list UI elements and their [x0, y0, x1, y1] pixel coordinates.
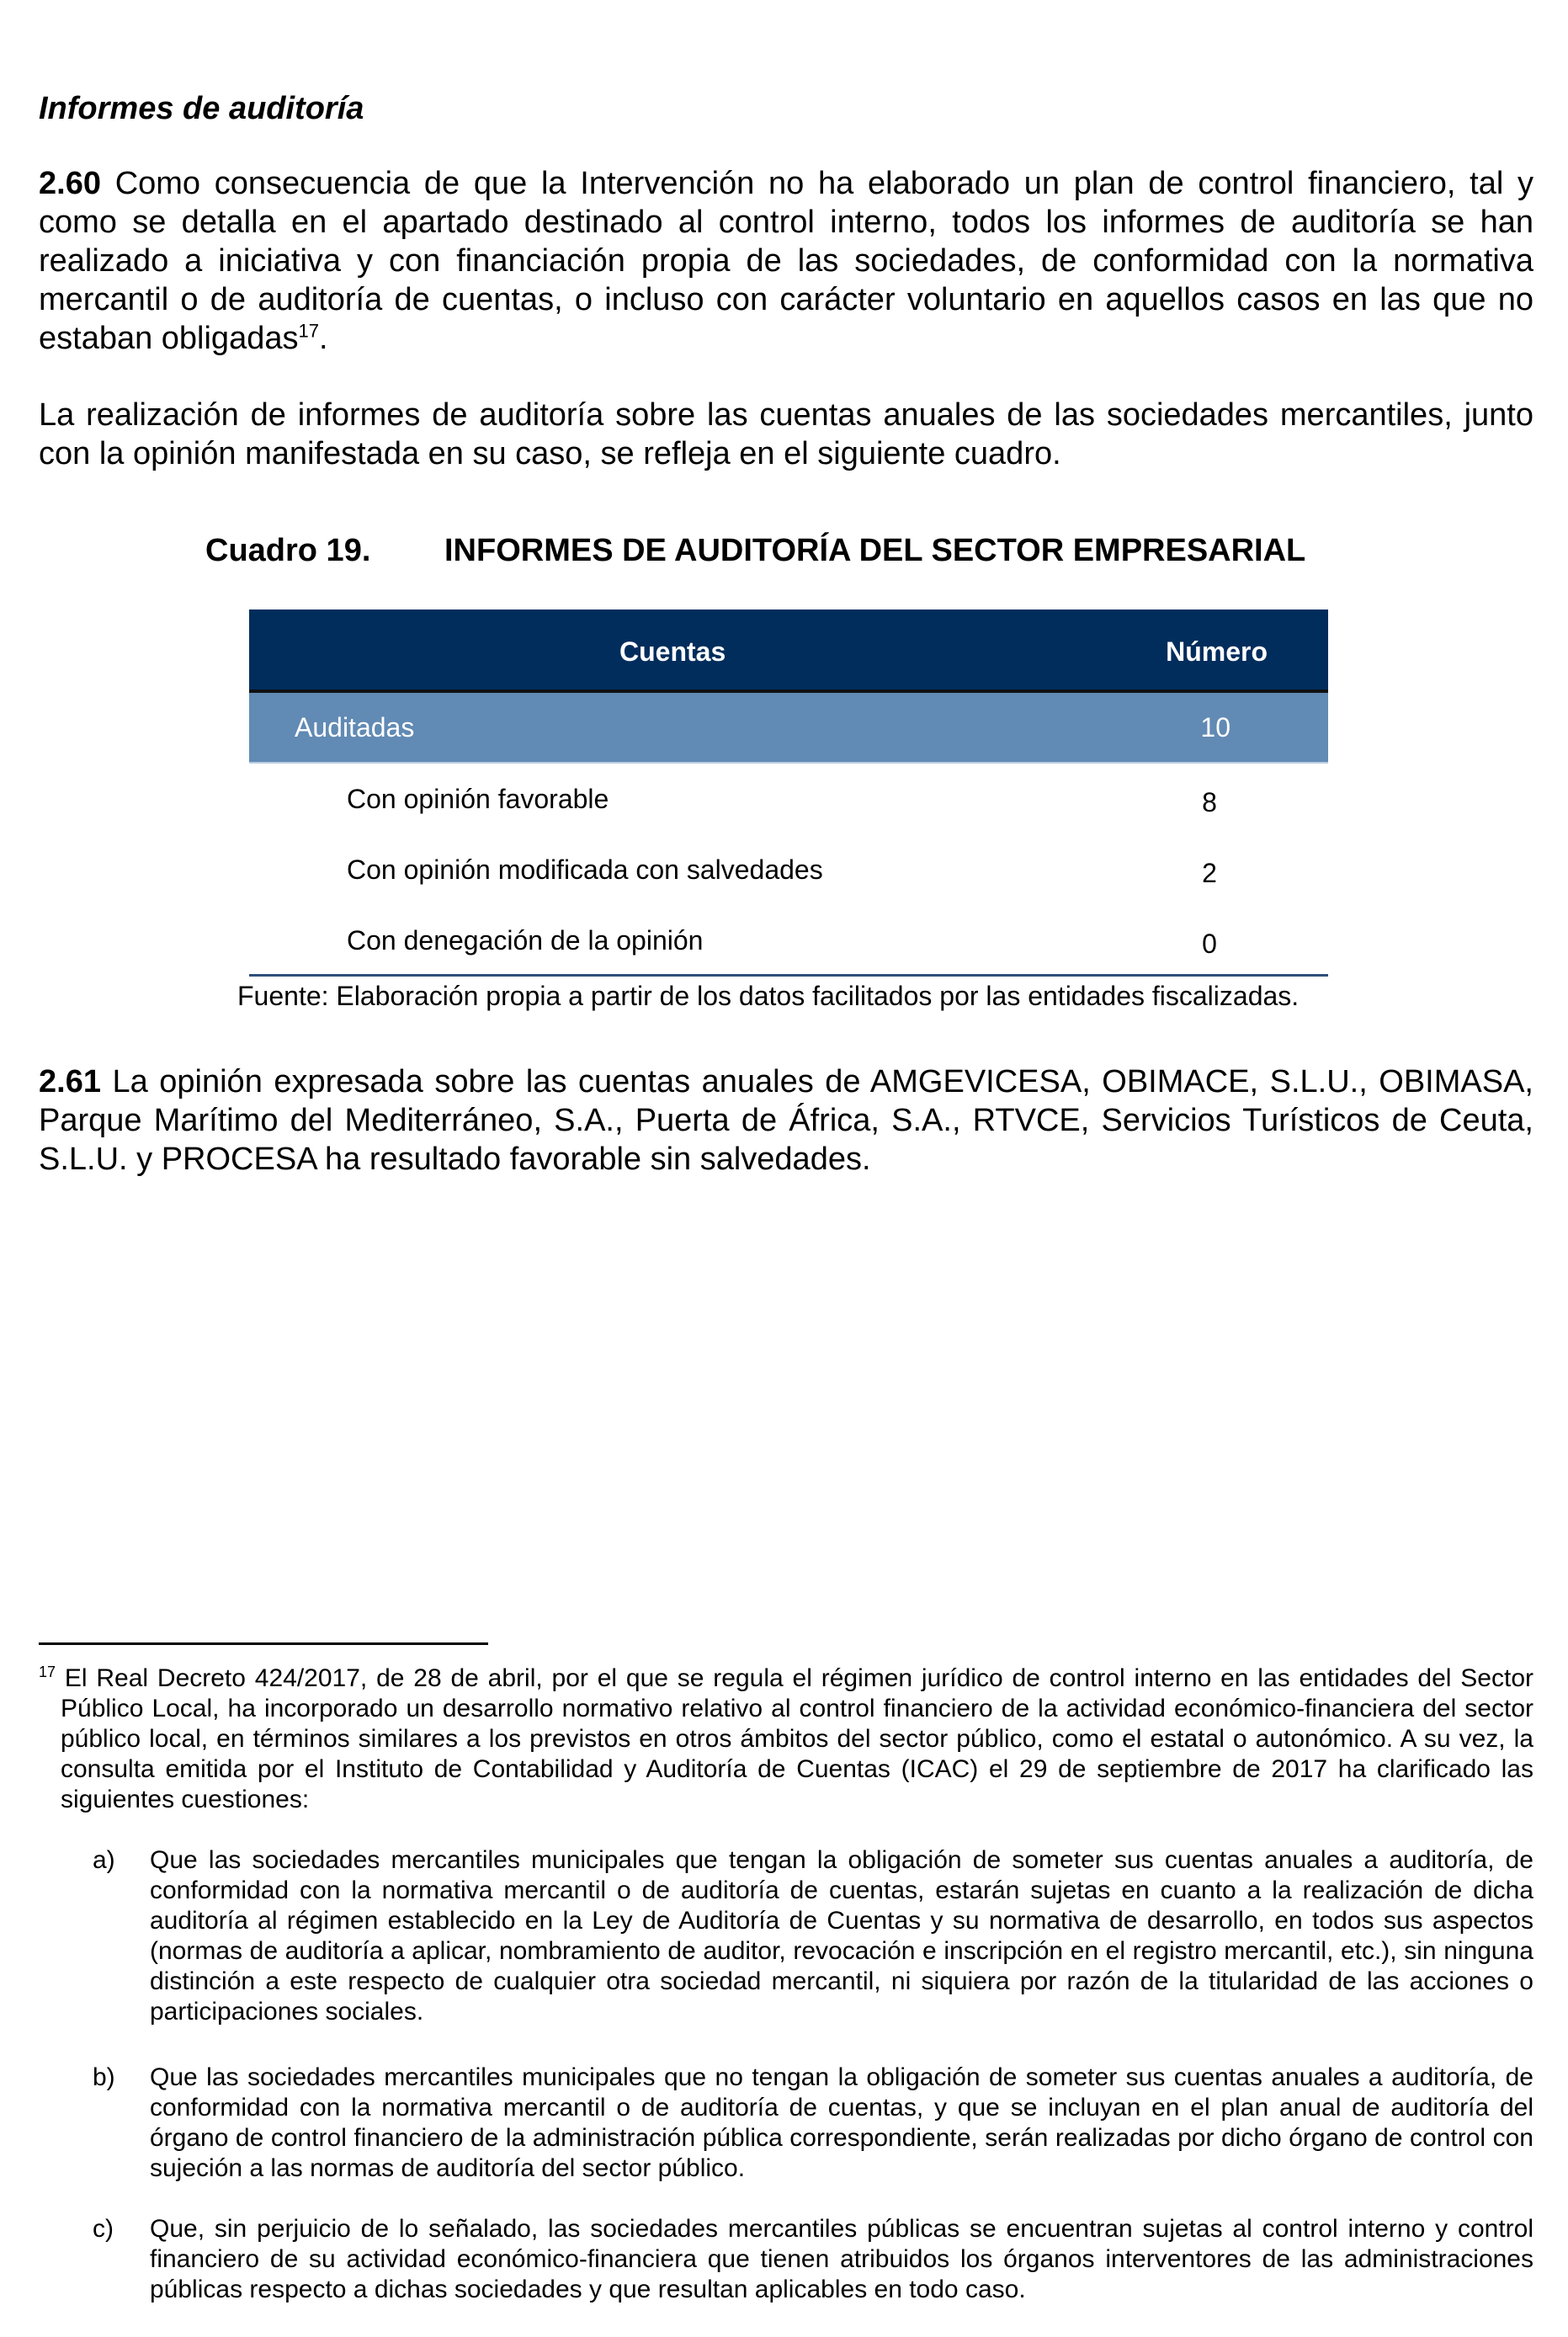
list-marker: c) [93, 2215, 114, 2243]
section-title: Informes de auditoría [39, 91, 364, 126]
table-row [249, 834, 1328, 905]
row-label: Auditadas [295, 712, 415, 743]
row-label: Con opinión favorable [347, 784, 609, 814]
row-value: 10 [1200, 712, 1230, 743]
column-header-numero: Número [1166, 636, 1268, 667]
paragraph-2-60 [39, 164, 1533, 358]
paragraph-text: Como consecuencia de que la Intervención no ha elaborado un plan de control financiero, tal y como se detalla en el apartado destinado al control interno, todos los informes de auditoría se han realizado a iniciativa y con financiación propia de las sociedades, de conformidad con la normativa mercantil o de auditoría de cuentas, o incluso con carácter voluntario en aquellos casos en las que no estaban obligadas [39, 166, 1533, 356]
paragraph-number: 2.60 [39, 166, 101, 201]
list-marker: a) [93, 1846, 115, 1874]
paragraph-2-61 [39, 1062, 1533, 1179]
row-value: 2 [1202, 858, 1217, 888]
footnote-text: El Real Decreto 424/2017, de 28 de abril, por el que se regula el régimen jurídico de control interno en las entidades del Sector Público Local, ha incorporado un desarrollo normativo relativo al control financiero de la actividad económico-financiera del sector público local, en términos similares a los previstos en otros ámbitos del sector público, como el estatal o autonómico. A su vez, la consulta emitida por el Instituto de Contabilidad y Auditoría de Cuentas (ICAC) el 29 de septiembre de 2017 ha clarificado las siguientes cuestiones: [56, 1664, 1533, 1813]
column-header-cuentas: Cuentas [619, 636, 726, 667]
row-label: Con denegación de la opinión [347, 925, 704, 956]
footnote-item-b [93, 2063, 1533, 2184]
table-caption-number: Cuadro 19. [205, 533, 371, 568]
paragraph-number: 2.61 [39, 1064, 101, 1099]
row-label: Con opinión modificada con salvedades [347, 854, 823, 885]
list-marker: b) [93, 2063, 115, 2091]
table-source-note: Fuente: Elaboración propia a partir de los datos facilitados por las entidades fiscalizadas. [237, 981, 1300, 1011]
footnote-item-a [93, 1845, 1533, 2027]
footnote-separator [39, 1642, 488, 1645]
table-row [249, 905, 1328, 976]
row-value: 0 [1202, 929, 1217, 959]
list-item-text: Que las sociedades mercantiles municipales que tengan la obligación de someter sus cuentas anuales a auditoría, de conformidad con la normativa mercantil o de auditoría de cuentas, estarán sujetas en cuanto a la realización de dicha auditoría al régimen establecido en la Ley de Auditoría de Cuentas y su normativa de desarrollo, en todos sus aspectos (normas de auditoría a aplicar, nombramiento de auditor, revocación e inscripción en el registro mercantil, etc.), sin ninguna distinción a este respecto de cualquier otra sociedad mercantil, ni siquiera por razón de la titularidad de las acciones o participaciones sociales. [150, 1846, 1533, 2026]
paragraph-end: . [318, 321, 328, 356]
paragraph-table-intro: La realización de informes de auditoría sobre las cuentas anuales de las sociedades mercantiles, junto con la opinión manifestada en su caso, se refleja en el siguiente cuadro. [39, 397, 1533, 471]
footnote-reference[interactable]: 17 [298, 320, 319, 342]
audit-reports-table [249, 610, 1328, 977]
list-item-text: Que, sin perjuicio de lo señalado, las sociedades mercantiles públicas se encuentran sujetas al control interno y control financiero de su actividad económico-financiera que tienen atribuidos los órganos interventores de las administraciones públicas respecto a dichas sociedades y que resultan aplicables en todo caso. [150, 2215, 1533, 2303]
footnote-item-c [93, 2214, 1533, 2305]
table-row-auditadas [249, 693, 1328, 764]
table-caption-title: INFORMES DE AUDITORÍA DEL SECTOR EMPRESARIAL [444, 533, 1306, 568]
paragraph-text: La opinión expresada sobre las cuentas anuales de AMGEVICESA, OBIMACE, S.L.U., OBIMASA, Parque Marítimo del Mediterráneo, S.A., Puerta de África, S.A., RTVCE, Servicios Turísticos de Ceuta, S.L.U. y PROCESA ha resultado favorable sin salvedades. [39, 1064, 1533, 1177]
list-item-text: Que las sociedades mercantiles municipales que no tengan la obligación de someter sus cuentas anuales a auditoría, de conformidad con la normativa mercantil o de auditoría de cuentas, y que se incluyan en el plan anual de auditoría del órgano de control financiero de la administración pública correspondiente, serán realizadas por dicho órgano de control con sujeción a las normas de auditoría del sector público. [150, 2063, 1533, 2182]
table-row [249, 764, 1328, 834]
footnote-17 [39, 1664, 1533, 1815]
row-value: 8 [1202, 787, 1217, 817]
table-header-row [249, 610, 1328, 693]
footnote-number: 17 [39, 1664, 56, 1680]
